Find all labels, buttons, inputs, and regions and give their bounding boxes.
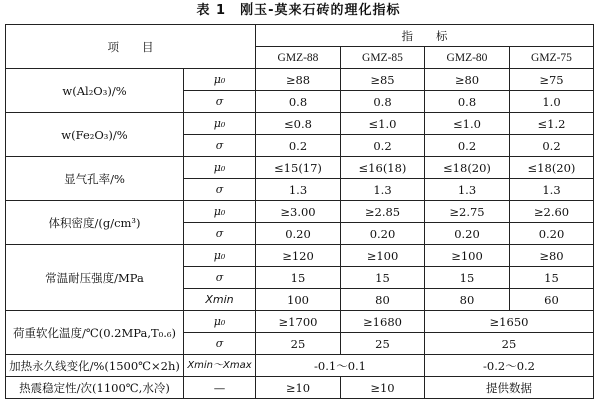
value-cell: 提供数据 xyxy=(425,377,594,399)
symbol-cell: σ xyxy=(184,223,256,245)
table-row xyxy=(6,311,594,333)
property-label: w(Fe₂O₃)/% xyxy=(6,113,184,157)
value-cell: ≥100 xyxy=(341,245,425,267)
grade-header: GMZ-85 xyxy=(341,47,425,69)
item-header: 项 目 xyxy=(6,25,256,69)
symbol-cell: μ₀ xyxy=(184,201,256,223)
grade-header: GMZ-88 xyxy=(256,47,341,69)
symbol-cell: σ xyxy=(184,91,256,113)
property-label: 常温耐压强度/MPa xyxy=(6,245,184,311)
value-cell: 25 xyxy=(425,333,594,355)
property-label: 体积密度/(g/cm³) xyxy=(6,201,184,245)
table-row xyxy=(6,201,594,223)
table-row xyxy=(6,157,594,179)
table-row xyxy=(6,377,594,399)
value-cell: ≤18(20) xyxy=(510,157,594,179)
symbol-cell: μ₀ xyxy=(184,311,256,333)
value-cell: 25 xyxy=(256,333,341,355)
value-cell: -0.1～0.1 xyxy=(256,355,425,377)
value-cell: ≥2.85 xyxy=(341,201,425,223)
value-cell: 80 xyxy=(341,289,425,311)
value-cell: ≥2.60 xyxy=(510,201,594,223)
value-cell: 0.8 xyxy=(341,91,425,113)
value-cell: 1.0 xyxy=(510,91,594,113)
value-cell: ≤18(20) xyxy=(425,157,510,179)
value-cell: ≥100 xyxy=(425,245,510,267)
value-cell: ≥10 xyxy=(256,377,341,399)
value-cell: ≥80 xyxy=(425,69,510,91)
symbol-cell: μ₀ xyxy=(184,157,256,179)
symbol-cell: Xmin xyxy=(184,289,256,311)
value-cell: 15 xyxy=(256,267,341,289)
value-cell: ≤1.2 xyxy=(510,113,594,135)
value-cell: 1.3 xyxy=(510,179,594,201)
value-cell: ≥2.75 xyxy=(425,201,510,223)
value-cell: 0.20 xyxy=(341,223,425,245)
value-cell: 15 xyxy=(425,267,510,289)
value-cell: 0.20 xyxy=(425,223,510,245)
table-row xyxy=(6,355,594,377)
symbol-cell: σ xyxy=(184,333,256,355)
value-cell: ≤1.0 xyxy=(425,113,510,135)
index-header: 指 标 xyxy=(256,25,594,47)
value-cell: ≥10 xyxy=(341,377,425,399)
value-cell: 15 xyxy=(510,267,594,289)
value-cell: ≥1680 xyxy=(341,311,425,333)
property-label: 热震稳定性/次(1100℃,水冷) xyxy=(6,377,184,399)
value-cell: ≥80 xyxy=(510,245,594,267)
property-label: 显气孔率/% xyxy=(6,157,184,201)
symbol-cell: μ₀ xyxy=(184,113,256,135)
value-cell: ≥1700 xyxy=(256,311,341,333)
value-cell: 0.8 xyxy=(256,91,341,113)
value-cell: -0.2～0.2 xyxy=(425,355,594,377)
value-cell: ≥3.00 xyxy=(256,201,341,223)
value-cell: ≤16(18) xyxy=(341,157,425,179)
property-label: 加热永久线变化/%(1500℃×2h) xyxy=(6,355,184,377)
value-cell: 1.3 xyxy=(341,179,425,201)
symbol-cell: μ₀ xyxy=(184,69,256,91)
grade-header: GMZ-80 xyxy=(425,47,510,69)
value-cell: 80 xyxy=(425,289,510,311)
value-cell: 0.2 xyxy=(341,135,425,157)
symbol-cell: — xyxy=(184,377,256,399)
value-cell: ≥75 xyxy=(510,69,594,91)
value-cell: 100 xyxy=(256,289,341,311)
table-row xyxy=(6,113,594,135)
value-cell: 25 xyxy=(341,333,425,355)
value-cell: 15 xyxy=(341,267,425,289)
value-cell: 1.3 xyxy=(256,179,341,201)
value-cell: 0.2 xyxy=(425,135,510,157)
value-cell: 0.20 xyxy=(256,223,341,245)
value-cell: ≥85 xyxy=(341,69,425,91)
value-cell: 0.8 xyxy=(425,91,510,113)
value-cell: ≤0.8 xyxy=(256,113,341,135)
properties-table xyxy=(5,24,594,399)
value-cell: 0.2 xyxy=(256,135,341,157)
property-label: w(Al₂O₃)/% xyxy=(6,69,184,113)
grade-header: GMZ-75 xyxy=(510,47,594,69)
value-cell: ≤1.0 xyxy=(341,113,425,135)
value-cell: 1.3 xyxy=(425,179,510,201)
value-cell: 0.2 xyxy=(510,135,594,157)
value-cell: ≥1650 xyxy=(425,311,594,333)
value-cell: ≤15(17) xyxy=(256,157,341,179)
symbol-cell: σ xyxy=(184,135,256,157)
header-row-1 xyxy=(6,25,594,47)
table-row xyxy=(6,69,594,91)
value-cell: ≥88 xyxy=(256,69,341,91)
symbol-cell: σ xyxy=(184,179,256,201)
property-label: 荷重软化温度/℃(0.2MPa,T₀.₆) xyxy=(6,311,184,355)
value-cell: 0.20 xyxy=(510,223,594,245)
symbol-cell: μ₀ xyxy=(184,245,256,267)
symbol-cell: σ xyxy=(184,267,256,289)
value-cell: 60 xyxy=(510,289,594,311)
symbol-cell: Xmin～Xmax xyxy=(184,355,256,377)
table-row xyxy=(6,245,594,267)
table-title: 表 1 刚玉-莫来石砖的理化指标 xyxy=(196,3,401,18)
value-cell: ≥120 xyxy=(256,245,341,267)
